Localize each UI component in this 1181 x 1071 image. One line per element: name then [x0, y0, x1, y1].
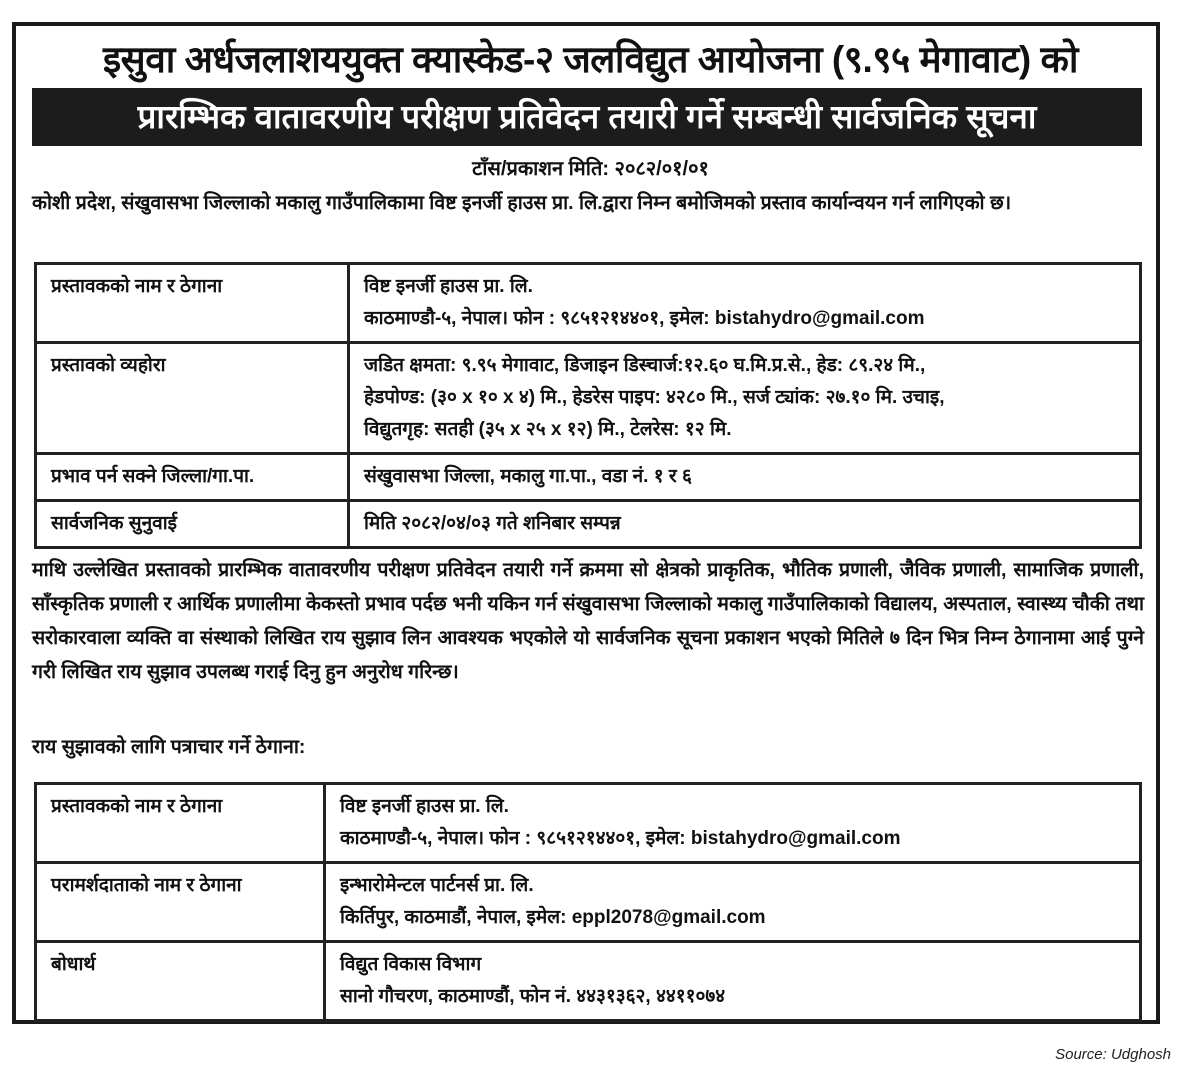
table-row — [36, 454, 1141, 501]
table-row — [36, 784, 1141, 863]
table-row — [36, 501, 1141, 548]
value-line: विद्युत विकास विभाग — [340, 954, 482, 975]
body-paragraph: माथि उल्लेखित प्रस्तावको प्रारम्भिक वातावरणीय परीक्षण प्रतिवेदन तयारी गर्ने क्रममा सो क्षेत्रको प्राकृतिक, भौतिक प्रणाली, जैविक प्रणाली, सामाजिक प्रणाली, साँस्कृतिक प्रणाली र आर्थिक प्रणालीमा केकस्तो प्रभाव पर्दछ भनी यकिन गर्न संखुवासभा जिल्लाको मकालु गाउँपालिकाको विद्यालय, अस्पताल, स्वास्थ्य चौकी तथा सरोकारवाला व्यक्ति वा संस्थाको लिखित राय सुझाव लिन आवश्यक भएकोले यो सार्वजनिक सूचना प्रकाशन भएको मितिले ७ दिन भित्र निम्न ठेगानामा आई पुग्ने गरी लिखित राय सुझाव उपलब्ध गराई दिनु हुन अनुरोध गरिन्छ। — [32, 559, 1144, 683]
row-label: प्रस्तावकको नाम र ठेगाना — [36, 264, 349, 343]
notice-title: इसुवा अर्धजलाशययुक्त क्यास्केड-२ जलविद्युत आयोजना (९.९५ मेगावाट) को — [103, 39, 1078, 80]
value-line: विष्ट इनर्जी हाउस प्रा. लि. — [340, 796, 509, 817]
project-details-table — [34, 262, 1142, 549]
table-row — [36, 863, 1141, 942]
row-label: प्रस्तावकको नाम र ठेगाना — [36, 784, 325, 863]
row-label: प्रभाव पर्न सक्ने जिल्ला/गा.पा. — [36, 454, 349, 501]
value-line: काठमाण्डौ-५, नेपाल। फोन : ९८५१२१४४०१, इमेल: bistahydro@gmail.com — [364, 308, 925, 329]
table-row — [36, 942, 1141, 1021]
row-value — [325, 784, 1141, 863]
table-row — [36, 264, 1141, 343]
value-line: हेडपोण्ड: (३० x १० x ४) मि., हेडरेस पाइप: ४२८० मि., सर्ज ट्यांक: २७.१० मि. उचाइ, — [364, 387, 945, 408]
value-line: विष्ट इनर्जी हाउस प्रा. लि. — [364, 276, 533, 297]
row-value — [349, 264, 1141, 343]
value-line: मिति २०८२/०४/०३ गते शनिबार सम्पन्न — [364, 513, 621, 534]
source-credit: Source: Udghosh — [1055, 1046, 1171, 1063]
row-label: परामर्शदाताको नाम र ठेगाना — [36, 863, 325, 942]
value-line: जडित क्षमता: ९.९५ मेगावाट, डिजाइन डिस्चार्ज:१२.६० घ.मि.प्र.से., हेड: ८९.२४ मि., — [364, 355, 926, 376]
value-line: संखुवासभा जिल्ला, मकालु गा.पा., वडा नं. १ र ६ — [364, 466, 692, 487]
row-value — [349, 501, 1141, 548]
notice-subtitle-band: प्रारम्भिक वातावरणीय परीक्षण प्रतिवेदन तयारी गर्ने सम्बन्धी सार्वजनिक सूचना — [32, 88, 1142, 146]
value-line: इन्भारोमेन्टल पार्टनर्स प्रा. लि. — [340, 875, 534, 896]
value-line: विद्युतगृह: सतही (३५ x २५ x १२) मि., टेलरेस: १२ मि. — [364, 419, 732, 440]
row-value — [325, 863, 1141, 942]
row-label: प्रस्तावको व्यहोरा — [36, 343, 349, 454]
row-label: सार्वजनिक सुनुवाई — [36, 501, 349, 548]
row-value — [349, 343, 1141, 454]
table-row — [36, 343, 1141, 454]
value-line: सानो गौचरण, काठमाण्डौं, फोन नं. ४४३१३६२, ४४११०७४ — [340, 986, 726, 1007]
value-line: किर्तिपुर, काठमाडौं, नेपाल, इमेल: eppl2078@gmail.com — [340, 907, 766, 928]
row-value — [349, 454, 1141, 501]
contact-heading: राय सुझावको लागि पत्राचार गर्ने ठेगाना: — [32, 736, 306, 758]
intro-paragraph: कोशी प्रदेश, संखुवासभा जिल्लाको मकालु गाउँपालिकामा विष्ट इनर्जी हाउस प्रा. लि.द्वारा निम्न बमोजिमको प्रस्ताव कार्यान्वयन गर्न लागिएको छ। — [32, 192, 1012, 214]
contact-address-table — [34, 782, 1142, 1022]
row-label: बोधार्थ — [36, 942, 325, 1021]
row-value — [325, 942, 1141, 1021]
value-line: काठमाण्डौ-५, नेपाल। फोन : ९८५१२१४४०१, इमेल: bistahydro@gmail.com — [340, 828, 901, 849]
publication-date: टाँस/प्रकाशन मिति: २०८२/०१/०१ — [472, 158, 709, 180]
